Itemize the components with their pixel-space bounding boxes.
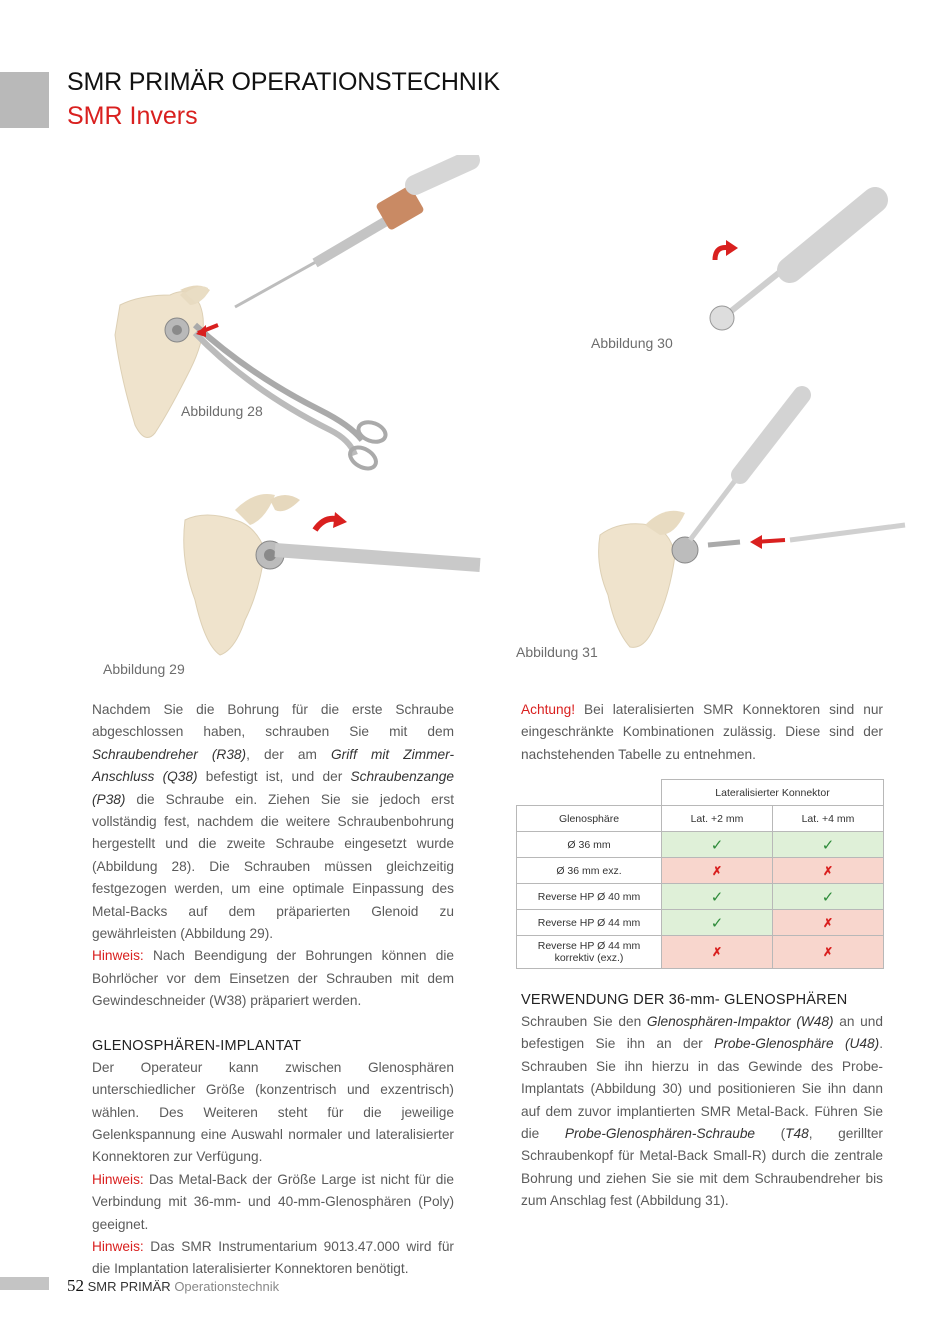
- table-group-header-row: [517, 780, 884, 806]
- cross-icon: ✗: [773, 936, 884, 969]
- glenosphere-usage-paragraph: Schrauben Sie den Glenosphären-Impaktor (W48) an und befestigen Sie ihn an der Probe-Glenosphäre (U48). Schrauben Sie ihn hierzu in das Gewinde des Probe-Implantats (Abbildung 30) und positionieren Sie ihn dann auf dem zuvor implantierten SMR Metal-Back. Führen Sie die Probe-Glenosphären-Schraube (T48, gerillter Schraubenkopf für Metal-Back Small-R) durch die zentrale Bohrung und ziehen Sie sie mit dem Schraubendreher bis zum Anschlag fest (Abbildung 31).: [521, 1014, 884, 1209]
- table-header-row: [517, 806, 884, 832]
- page-subtitle: SMR Invers: [67, 102, 198, 130]
- hint-paragraph-3: Hinweis: Das SMR Instrumentarium 9013.47.000 wird für die Implantation lateralisierter Konnektoren benötigt.: [92, 1238, 454, 1277]
- section-heading-36mm-glenosphaeren: VERWENDUNG DER 36-mm- GLENOSPHÄREN: [521, 992, 848, 1008]
- footer-accent-bar: [0, 1277, 49, 1290]
- right-column-lower: [521, 979, 883, 1213]
- hint-paragraph-1: Hinweis: Nach Beendigung der Bohrungen können die Bohrlöcher vor dem Einsetzen der Schrauben mit dem Gewindeschneider (W38) präpariert werden.: [92, 948, 454, 1009]
- check-icon: ✓: [662, 832, 773, 858]
- check-icon: ✓: [773, 884, 884, 910]
- table-row: Ø 36 mm exz. ✗ ✗: [517, 858, 884, 884]
- figure-28-illustration: [100, 155, 480, 485]
- header-accent-bar: [0, 72, 49, 128]
- page-number: 52: [67, 1276, 84, 1295]
- hint-label: Hinweis:: [92, 1171, 144, 1187]
- hint-label: Hinweis:: [92, 948, 144, 964]
- cross-icon: ✗: [773, 858, 884, 884]
- table-header-glenosphere: Glenosphäre: [517, 806, 662, 832]
- figure-30-caption: Abbildung 30: [591, 335, 673, 351]
- check-icon: ✓: [662, 910, 773, 936]
- figure-31-caption: Abbildung 31: [516, 644, 598, 660]
- left-column: [92, 699, 454, 1281]
- section-heading-glenosphaeren-implantat: GLENOSPHÄREN-IMPLANTAT: [92, 1037, 302, 1054]
- warning-label: Achtung!: [521, 702, 576, 717]
- cross-icon: ✗: [773, 910, 884, 936]
- table-row: Reverse HP Ø 44 mm ✓ ✗: [517, 910, 884, 936]
- table-row: Reverse HP Ø 40 mm ✓ ✓: [517, 884, 884, 910]
- table-row: Reverse HP Ø 44 mm korrektiv (exz.) ✗ ✗: [517, 936, 884, 969]
- figure-31-illustration: [590, 385, 910, 655]
- hint-paragraph-2: Hinweis: Das Metal-Back der Größe Large ist nicht für die Verbindung mit 36-mm- und 40-mm-Glenosphären (Poly) geeignet.: [92, 1171, 454, 1232]
- figure-29-caption: Abbildung 29: [103, 661, 185, 677]
- connector-compatibility-table: [516, 779, 884, 969]
- figure-29-illustration: [175, 480, 485, 660]
- figure-30-illustration: [700, 160, 900, 340]
- warning-block: Achtung! Bei lateralisierten SMR Konnektoren sind nur eingeschränkte Kombinationen zulässig. Diese sind der nachstehenden Tabelle zu entnehmen.: [521, 702, 883, 762]
- table-group-header: Lateralisierter Konnektor: [662, 780, 884, 806]
- check-icon: ✓: [773, 832, 884, 858]
- cross-icon: ✗: [662, 858, 773, 884]
- table-row: Ø 36 mm ✓ ✓: [517, 832, 884, 858]
- figure-28-caption: Abbildung 28: [181, 403, 263, 419]
- cross-icon: ✗: [662, 936, 773, 969]
- page-title: SMR PRIMÄR OPERATIONSTECHNIK: [67, 68, 500, 96]
- table-header-lat2: Lat. +2 mm: [662, 806, 773, 832]
- check-icon: ✓: [662, 884, 773, 910]
- intro-paragraph: Nachdem Sie die Bohrung für die erste Schraube abgeschlossen haben, schrauben Sie mit dem Schraubendreher (R38), der am Griff mit Zimmer-Anschluss (Q38) befestigt ist, und der Schraubenzange (P38) die Schraube ein. Ziehen Sie sie jedoch erst vollständig fest, nachdem die weitere Schraubenbohrung hergestellt und die zweite Schraube eingesetzt wurde (Abbildung 28). Die Schrauben müssen gleichzeitig festgezogen werden, um eine optimale Einpassung des Metal-Backs auf dem präparierten Glenoid zu gewährleisten (Abbildung 29).: [92, 702, 454, 942]
- glenosphere-paragraph: Der Operateur kann zwischen Glenosphären unterschiedlicher Größe (konzentrisch und exzentrisch) wählen. Des Weiteren steht für die jeweilige Gelenkspannung eine Auswahl normaler und lateralisierter Konnektoren zur Verfügung.: [92, 1059, 454, 1165]
- footer-title: SMR PRIMÄR: [87, 1279, 171, 1294]
- footer-section: Operationstechnik: [174, 1279, 280, 1294]
- page-footer: [67, 1276, 279, 1296]
- table-header-lat4: Lat. +4 mm: [773, 806, 884, 832]
- hint-label: Hinweis:: [92, 1238, 144, 1254]
